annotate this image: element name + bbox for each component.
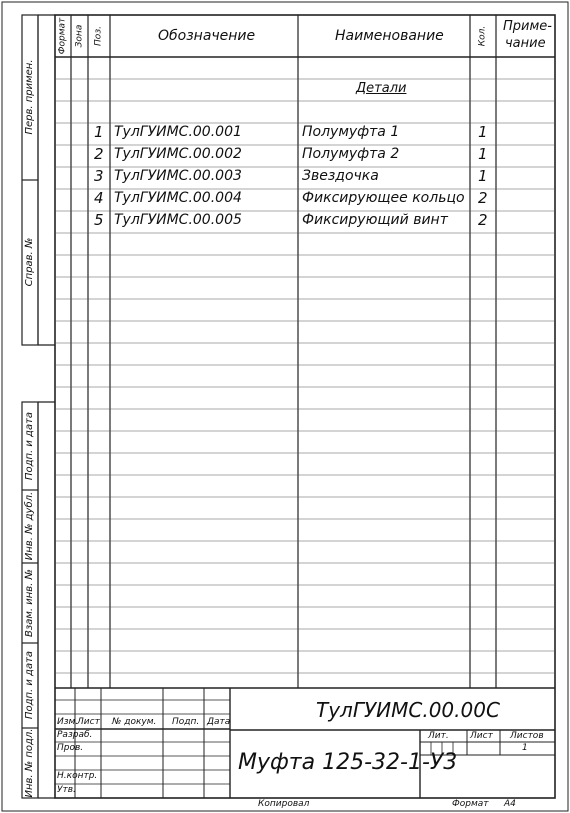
row-pos: 1 xyxy=(94,123,104,141)
row-name: Полумуфта 2 xyxy=(302,146,400,162)
row-qty: 2 xyxy=(478,211,488,229)
footer-format-value: А4 xyxy=(504,799,516,809)
tb-podp: Подп. xyxy=(172,717,200,727)
row-qty: 2 xyxy=(478,189,488,207)
header-format: Формат xyxy=(57,17,68,55)
row-name: Полумуфта 1 xyxy=(302,124,400,140)
doc-code: ТулГУИМС.00.00С xyxy=(316,698,500,722)
header-note-line1: Приме- xyxy=(503,19,552,34)
row-designation: ТулГУИМС.00.005 xyxy=(114,212,242,228)
row-name: Фиксирующее кольцо xyxy=(302,190,465,206)
row-pos: 5 xyxy=(94,211,104,229)
tb-list2: Лист xyxy=(470,731,493,741)
side-label-inv-dubl: Инв. № дубл. xyxy=(24,491,35,561)
side-label-perv-primen: Перв. примен. xyxy=(24,59,35,135)
header-note-line2: чание xyxy=(505,36,546,51)
header-pos: Поз. xyxy=(93,26,104,46)
tb-n-kontr: Н.контр. xyxy=(57,771,98,781)
side-label-inv-podl: Инв. № подл. xyxy=(24,728,35,798)
row-designation: ТулГУИМС.00.001 xyxy=(114,124,242,140)
row-pos: 4 xyxy=(94,189,104,207)
tb-listov-value: 1 xyxy=(522,743,528,753)
tb-data: Дата xyxy=(207,717,231,727)
header-designation: Обозначение xyxy=(158,28,256,44)
row-pos: 3 xyxy=(94,167,104,185)
side-label-podp-data-1: Подп. и дата xyxy=(24,411,35,481)
row-pos: 2 xyxy=(94,145,104,163)
tb-n-dokum: № докум. xyxy=(112,717,157,727)
row-name: Фиксирующий винт xyxy=(302,212,448,228)
tb-lit: Лит. xyxy=(428,731,449,741)
footer-format-label: Формат xyxy=(452,799,489,809)
row-designation: ТулГУИМС.00.003 xyxy=(114,168,242,184)
header-name: Наименование xyxy=(335,28,444,44)
tb-list: Лист xyxy=(77,717,100,727)
row-designation: ТулГУИМС.00.002 xyxy=(114,146,242,162)
section-title: Детали xyxy=(356,81,407,96)
row-qty: 1 xyxy=(478,123,488,141)
row-qty: 1 xyxy=(478,145,488,163)
side-label-podp-data-2: Подп. и дата xyxy=(24,650,35,720)
tb-utv: Утв. xyxy=(57,785,76,795)
tb-listov: Листов xyxy=(510,731,544,741)
footer-copied: Копировал xyxy=(258,799,310,809)
tb-prov: Пров. xyxy=(57,743,84,753)
side-label-vzam-inv: Взам. инв. № xyxy=(24,569,35,637)
header-qty: Кол. xyxy=(477,25,488,47)
tb-razrab: Разраб. xyxy=(57,730,93,740)
row-qty: 1 xyxy=(478,167,488,185)
side-label-sprav-no: Справ. № xyxy=(24,237,35,287)
tb-izm: Изм. xyxy=(57,717,79,727)
header-zone: Зона xyxy=(74,24,84,48)
product-name: Муфта 125-32-1-У3 xyxy=(238,750,458,775)
row-name: Звездочка xyxy=(302,168,379,184)
row-designation: ТулГУИМС.00.004 xyxy=(114,190,242,206)
